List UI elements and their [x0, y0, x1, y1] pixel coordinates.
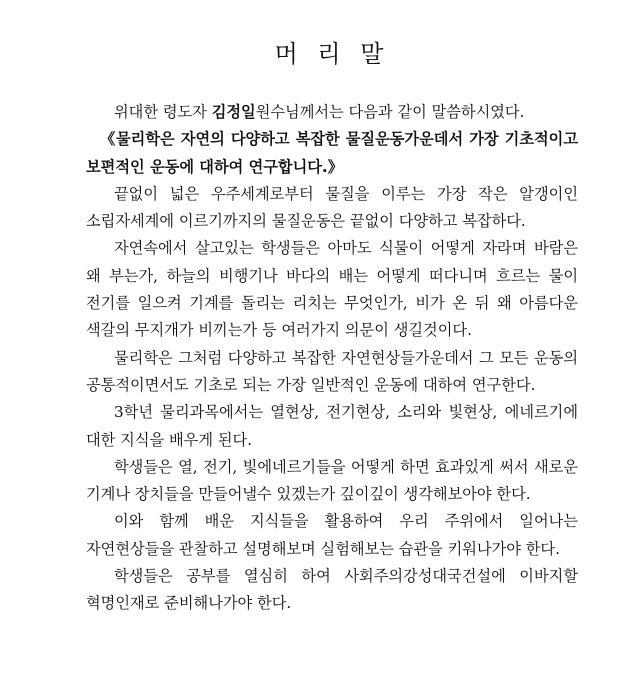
body-paragraph-4: 3학년 물리과목에서는 열현상, 전기현상, 소리와 빛현상, 에네르기에 대한 지식을 배우게 된다.	[86, 403, 578, 449]
body-paragraph-6: 이와 함께 배운 지식들을 활용하여 우리 주위에서 일어나는 자연현상들을 관찰하고 설명해보며 실험해보는 습관을 키워나가야 한다.	[86, 512, 578, 558]
body-paragraph-3: 물리학은 그처럼 다양하고 복잡한 자연현상들가운데서 그 모든 운동의 공통적이면서도 기초로 되는 가장 일반적인 운동에 대하여 연구한다.	[86, 348, 578, 394]
body-paragraph-1: 끝없이 넓은 우주세계로부터 물질을 이루는 가장 작은 알갱이인 소립자세계에 이르기까지의 물질운동은 끝없이 다양하고 복잡하다.	[86, 184, 578, 231]
intro-text-before: 위대한 령도자	[114, 103, 212, 121]
quote-paragraph: 《물리학은 자연의 다양하고 복잡한 물질운동가운데서 가장 기초적이고 보편적인 운동에 대하여 연구합니다.》	[86, 130, 578, 176]
body-paragraph-5: 학생들은 열, 전기, 빛에네르기들을 어떻게 하면 효과있게 써서 새로운 기계나 장치들을 만들어낼수 있겠는가 깊이깊이 생각해보아야 한다.	[86, 457, 578, 504]
intro-text-after: 원수님께서는 다음과 같이 말씀하시였다.	[255, 103, 525, 121]
page-title: 머 리 말	[274, 40, 390, 68]
body-paragraph-7: 학생들은 공부를 열심히 하여 사회주의강성대국건설에 이바지할 혁명인재로 준비해나가야 한다.	[86, 567, 578, 613]
body-paragraph-2: 자연속에서 살고있는 학생들은 아마도 식물이 어떻게 자라며 바람은 왜 부는가, 하늘의 비행기나 바다의 배는 어떻게 떠다니며 흐르는 물이 전기를 일으켜 기계를 돌리는 리치는 무엇인가, 비가 온 뒤 왜 아름다운 색갈의 무지개가 비끼는가 등 여러가지 의문이 생길것이다.	[86, 239, 578, 340]
leader-name: 김정일	[211, 103, 256, 121]
intro-paragraph	[86, 99, 578, 126]
